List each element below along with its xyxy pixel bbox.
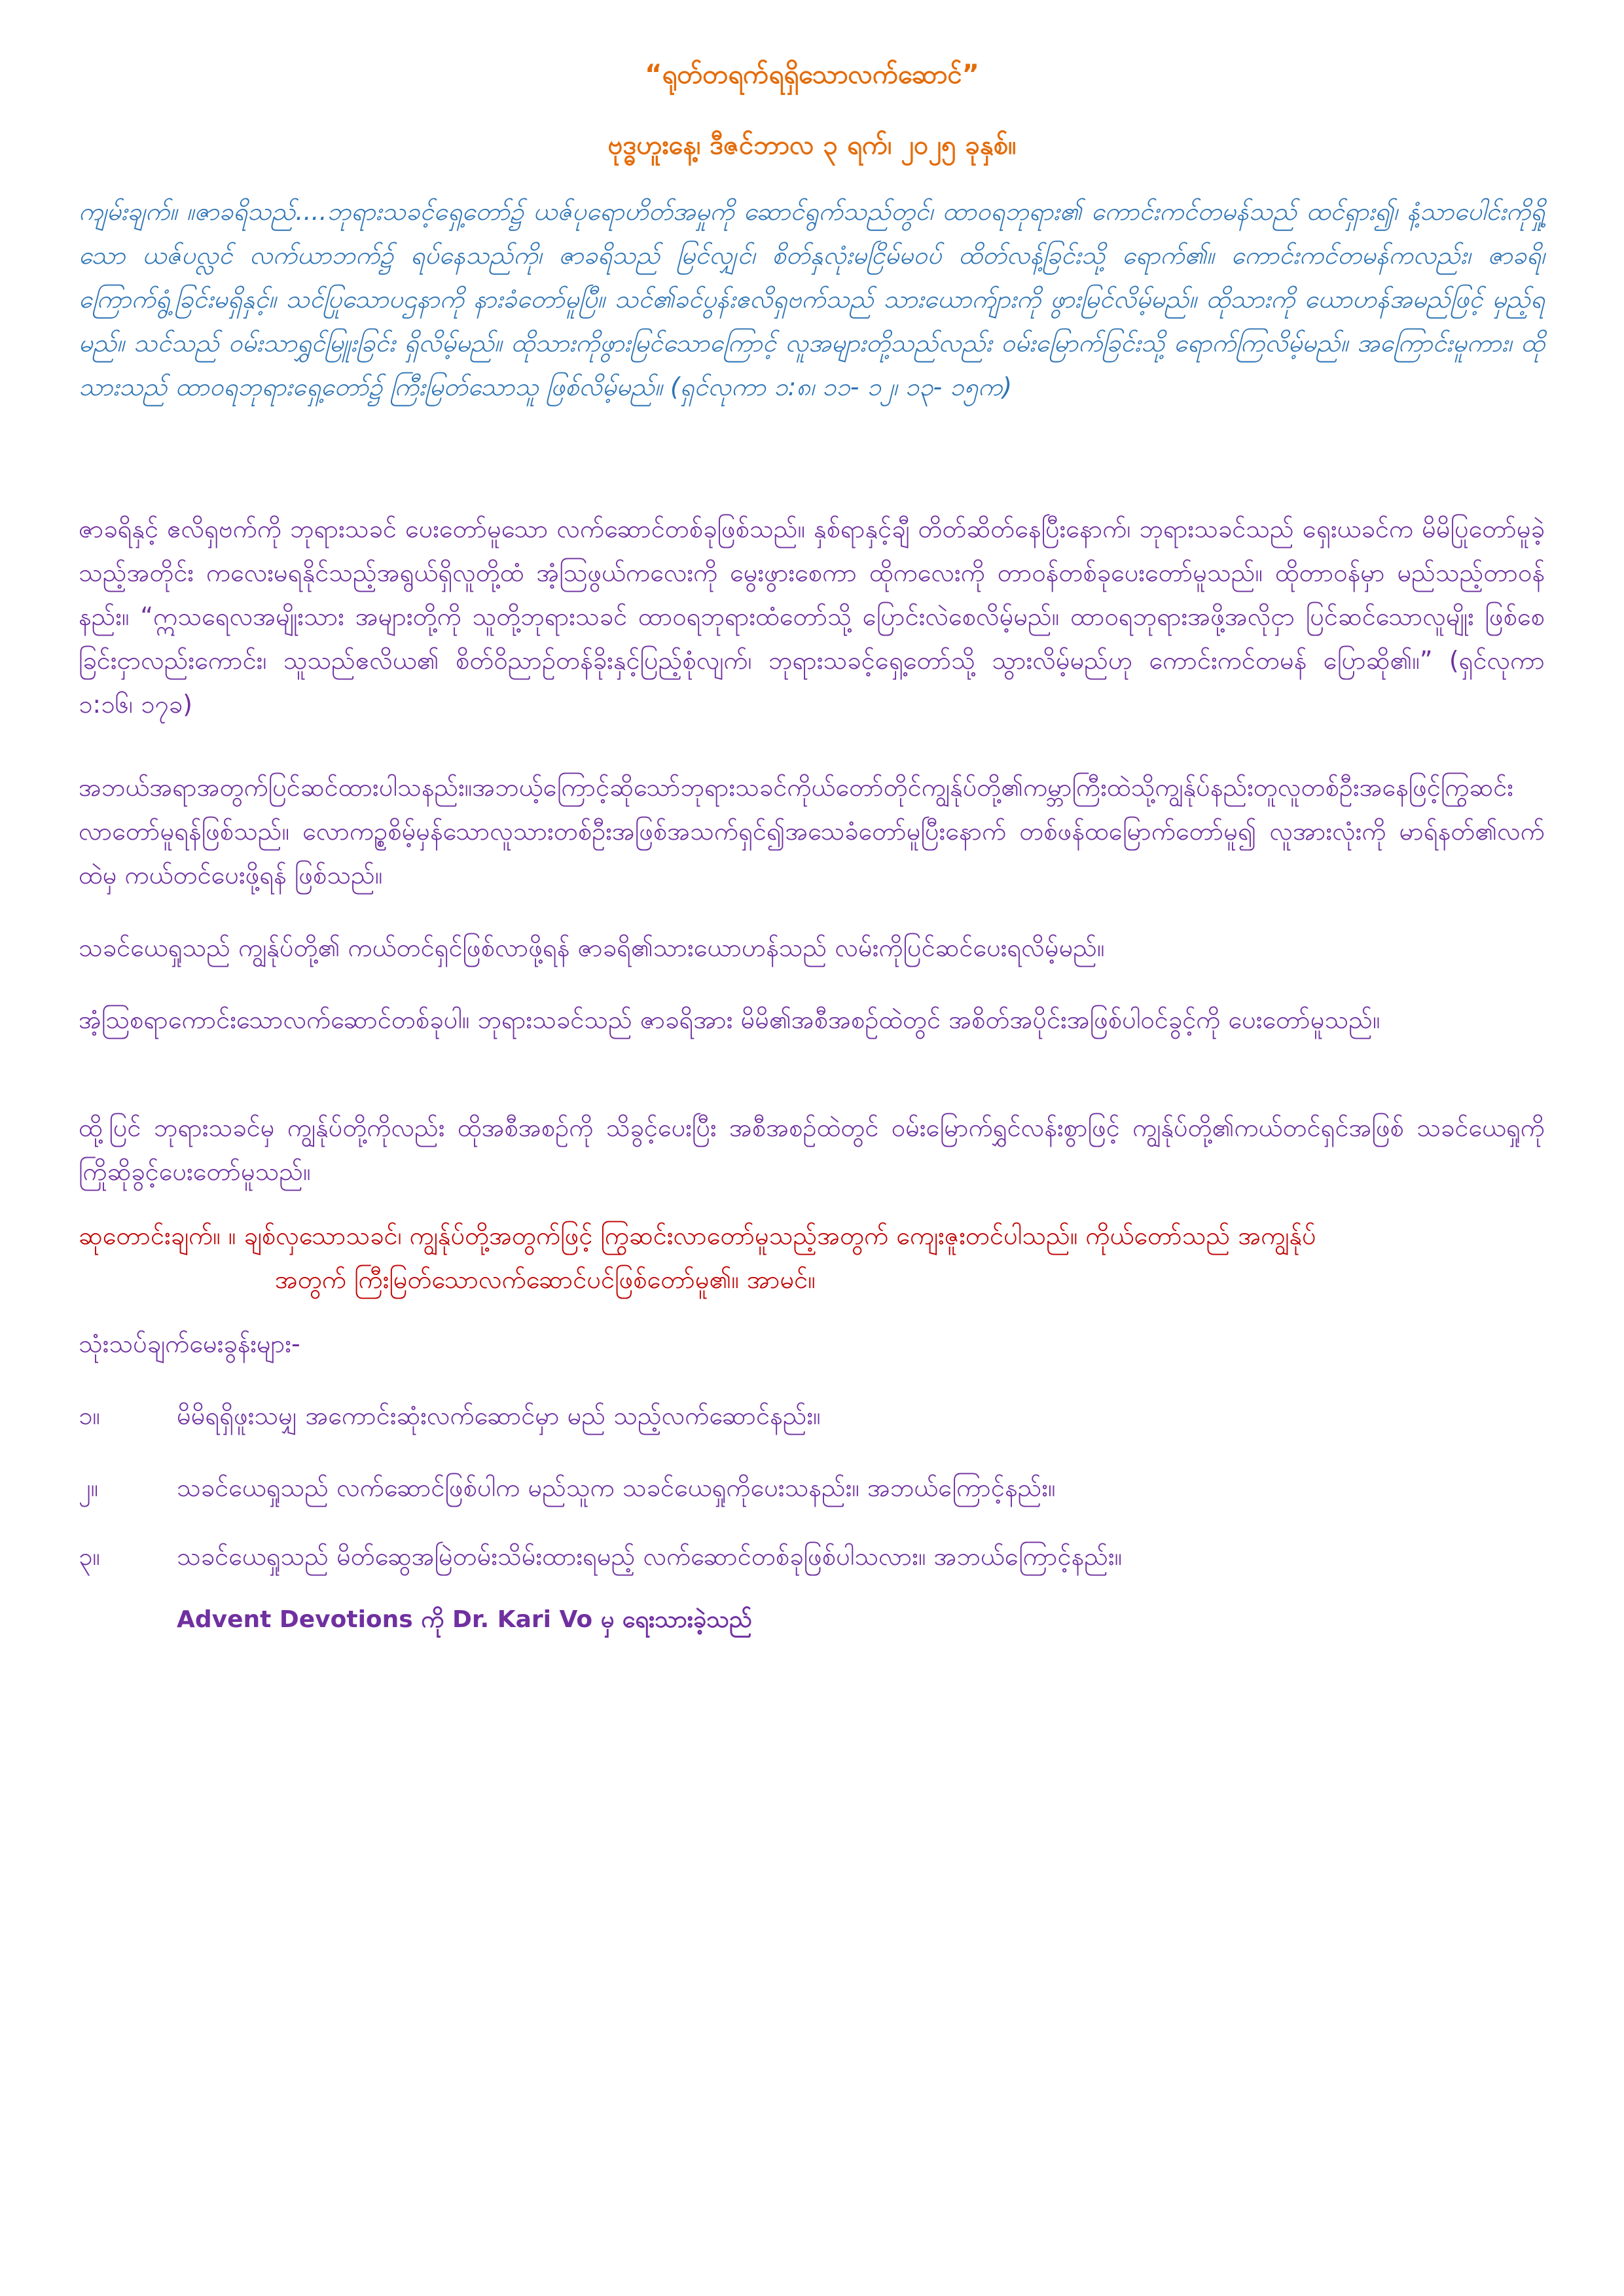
- prayer-line-1: ချစ်လှသောသခင်၊ ကျွန်ုပ်တို့အတွက်ဖြင့် ကြွဆင်းလာတော်မူသည့်အတွက် ကျေးဇူးတင်ပါသည်။ ကိုယ်တော်သည် အကျွန်ုပ်: [244, 1221, 1316, 1250]
- question-number: ၃။: [79, 1542, 100, 1571]
- questions-heading: သုံးသပ်ချက်မေးခွန်းများ-: [79, 1329, 300, 1358]
- prayer-line-2: အတွက် ကြီးမြတ်သောလက်ဆောင်ပင်ဖြစ်တော်မူ၏။ အာမင်။: [275, 1265, 816, 1294]
- question-text: မိမိရရှိဖူးသမျှ အကောင်းဆုံးလက်ဆောင်မှာ မည် သည့်လက်ဆောင်နည်း။: [177, 1401, 821, 1430]
- author-credit: Advent Devotions ကို Dr. Kari Vo မှ ရေးသားခဲ့သည်: [177, 1606, 752, 1633]
- body-paragraph: ဇာခရိနှင့် ဧလိရှဗက်ကို ဘုရားသခင် ပေးတော်မူသော လက်ဆောင်တစ်ခုဖြစ်သည်။ နှစ်ရာနှင့်ချီ တိတ်ဆိတ်နေပြီးနောက်၊ ဘုရားသခင်သည် ရှေးယခင်က မိမိပြုတော်မူခဲ့သည့်အတိုင်း ကလေးမရနိုင်သည့်အရွယ်ရှိလူတို့ထံ အံ့သြဖွယ်ကလေးကို မွေးဖွားစေကာ ထိုကလေးကို တာဝန်တစ်ခုပေးတော်မူသည်။ ထိုတာဝန်မှာ မည်သည့်တာဝန်နည်း။ “ဣသရေလအမျိုးသား အများတို့ကို သူတို့ဘုရားသခင် ထာဝရဘုရားထံတော်သို့ ပြောင်းလဲစေလိမ့်မည်။ ထာဝရဘုရားအဖို့အလိုငှာ ပြင်ဆင်သောလူမျိုး ဖြစ်စေခြင်းငှာလည်းကောင်း၊ သူသည်ဧလိယ၏ စိတ်ဝိညာဉ်တန်ခိုးနှင့်ပြည့်စုံလျက်၊ ဘုရားသခင့်ရှေ့တော်သို့ သွားလိမ့်မည်ဟု ကောင်းကင်တမန် ပြောဆို၏။” (ရှင်လုကာ ၁:၁၆၊ ၁၇ခ): [79, 514, 1545, 719]
- body-paragraph: ထို့ပြင် ဘုရားသခင်မှ ကျွန်ုပ်တို့ကိုလည်း ထိုအစီအစဉ်ကို သိခွင့်ပေးပြီး အစီအစဉ်ထဲတွင် ဝမ်းမြောက်ရွှင်လန်းစွာဖြင့် ကျွန်ုပ်တို့၏ကယ်တင်ရှင်အဖြစ် သခင်ယေရှုကို ကြိုဆိုခွင့်ပေးတော်မူသည်။: [79, 1113, 1545, 1186]
- page-title: “ရုတ်တရက်ရရှိသောလက်ဆောင်”: [645, 60, 979, 90]
- scripture-passage: ကျမ်းချက်။ ။ဇာခရိသည်....ဘုရားသခင့်ရှေ့တော်၌ ယဇ်ပုရောဟိတ်အမှုကို ဆောင်ရွက်သည်တွင်၊ ထာဝရဘုရား၏ ကောင်းကင်တမန်သည် ထင်ရှား၍၊ နံ့သာပေါင်းကိုရှို့သော ယဇ်ပလ္လင် လက်ယာဘက်၌ ရပ်နေသည်ကို၊ ဇာခရိသည် မြင်လျှင်၊ စိတ်နှလုံးမငြိမ်မဝပ် ထိတ်လန့်ခြင်းသို့ ရောက်၏။ ကောင်းကင်တမန်ကလည်း၊ ဇာခရိ၊ ကြောက်ရွံ့ခြင်းမရှိနှင့်။ သင်ပြုသောပဌနာကို နားခံတော်မူပြီ။ သင်၏ခင်ပွန်းဧလိရှဗက်သည် သားယောက်ျားကို ဖွားမြင်လိမ့်မည်။ ထိုသားကို ယောဟန်အမည်ဖြင့် မှည့်ရမည်။ သင်သည် ဝမ်းသာရွှင်မြူးခြင်း ရှိလိမ့်မည်။ ထိုသားကိုဖွားမြင်သောကြောင့် လူအများတို့သည်လည်း ဝမ်းမြောက်ခြင်းသို့ ရောက်ကြလိမ့်မည်။ အကြောင်းမူကား၊ ထိုသားသည် ထာဝရဘုရားရှေ့တော်၌ ကြီးမြတ်သောသူ ဖြစ်လိမ့်မည်။ (ရှင်လုကာ ၁:၈၊ ၁၁- ၁၂၊ ၁၃- ၁၅က): [79, 197, 1545, 401]
- body-paragraph: သခင်ယေရှုသည် ကျွန်ုပ်တို့၏ ကယ်တင်ရှင်ဖြစ်လာဖို့ရန် ဇာခရိ၏သားယောဟန်သည် လမ်းကိုပြင်ဆင်ပေးရလိမ့်မည်။: [79, 933, 1105, 962]
- question-number: ၁။: [79, 1401, 100, 1430]
- question-number: ၂။: [79, 1473, 99, 1502]
- question-text: သခင်ယေရှုသည် လက်ဆောင်ဖြစ်ပါက မည်သူက သခင်ယေရှုကိုပေးသနည်း။ အဘယ်ကြောင့်နည်း။: [177, 1473, 1056, 1502]
- body-paragraph: အဘယ်အရာအတွက်ပြင်ဆင်ထားပါသနည်း။အဘယ့်ကြောင့်ဆိုသော်ဘုရားသခင်ကိုယ်တော်တိုင်ကျွန်ုပ်တို့၏ကမ္ဘာကြီးထဲသို့ကျွန်ုပ်နည်းတူလူတစ်ဦးအနေဖြင့်ကြွဆင်းလာတော်မူရန်ဖြစ်သည်။ လောကဥ္စစိမ့်မှန်သောလူသားတစ်ဦးအဖြစ်အသက်ရှင်၍အသေခံတော်မူပြီးနောက် တစ်ဖန်ထမြောက်တော်မူ၍ လူအားလုံးကို မာရ်နတ်၏လက်ထဲမှ ကယ်တင်ပေးဖို့ရန် ဖြစ်သည်။: [79, 773, 1545, 889]
- date-line: ဗုဒ္ဓဟူးနေ့၊ ဒီဇင်ဘာလ ၃ ရက်၊ ၂၀၂၅ ခုနှစ်။: [607, 130, 1017, 160]
- body-paragraph: အံ့သြစရာကောင်းသောလက်ဆောင်တစ်ခုပါ။ ဘုရားသခင်သည် ဇာခရိအား မိမိ၏အစီအစဉ်ထဲတွင် အစိတ်အပိုင်းအဖြစ်ပါဝင်ခွင့်ကို ပေးတော်မူသည်။: [79, 1005, 1380, 1034]
- question-text: သခင်ယေရှုသည် မိတ်ဆွေအမြဲတမ်းသိမ်းထားရမည့် လက်ဆောင်တစ်ခုဖြစ်ပါသလား။ အဘယ်ကြောင့်နည်း။: [177, 1542, 1123, 1571]
- prayer-label: ဆုတောင်းချက်။ ။: [79, 1221, 236, 1250]
- prayer: [79, 1214, 1545, 1302]
